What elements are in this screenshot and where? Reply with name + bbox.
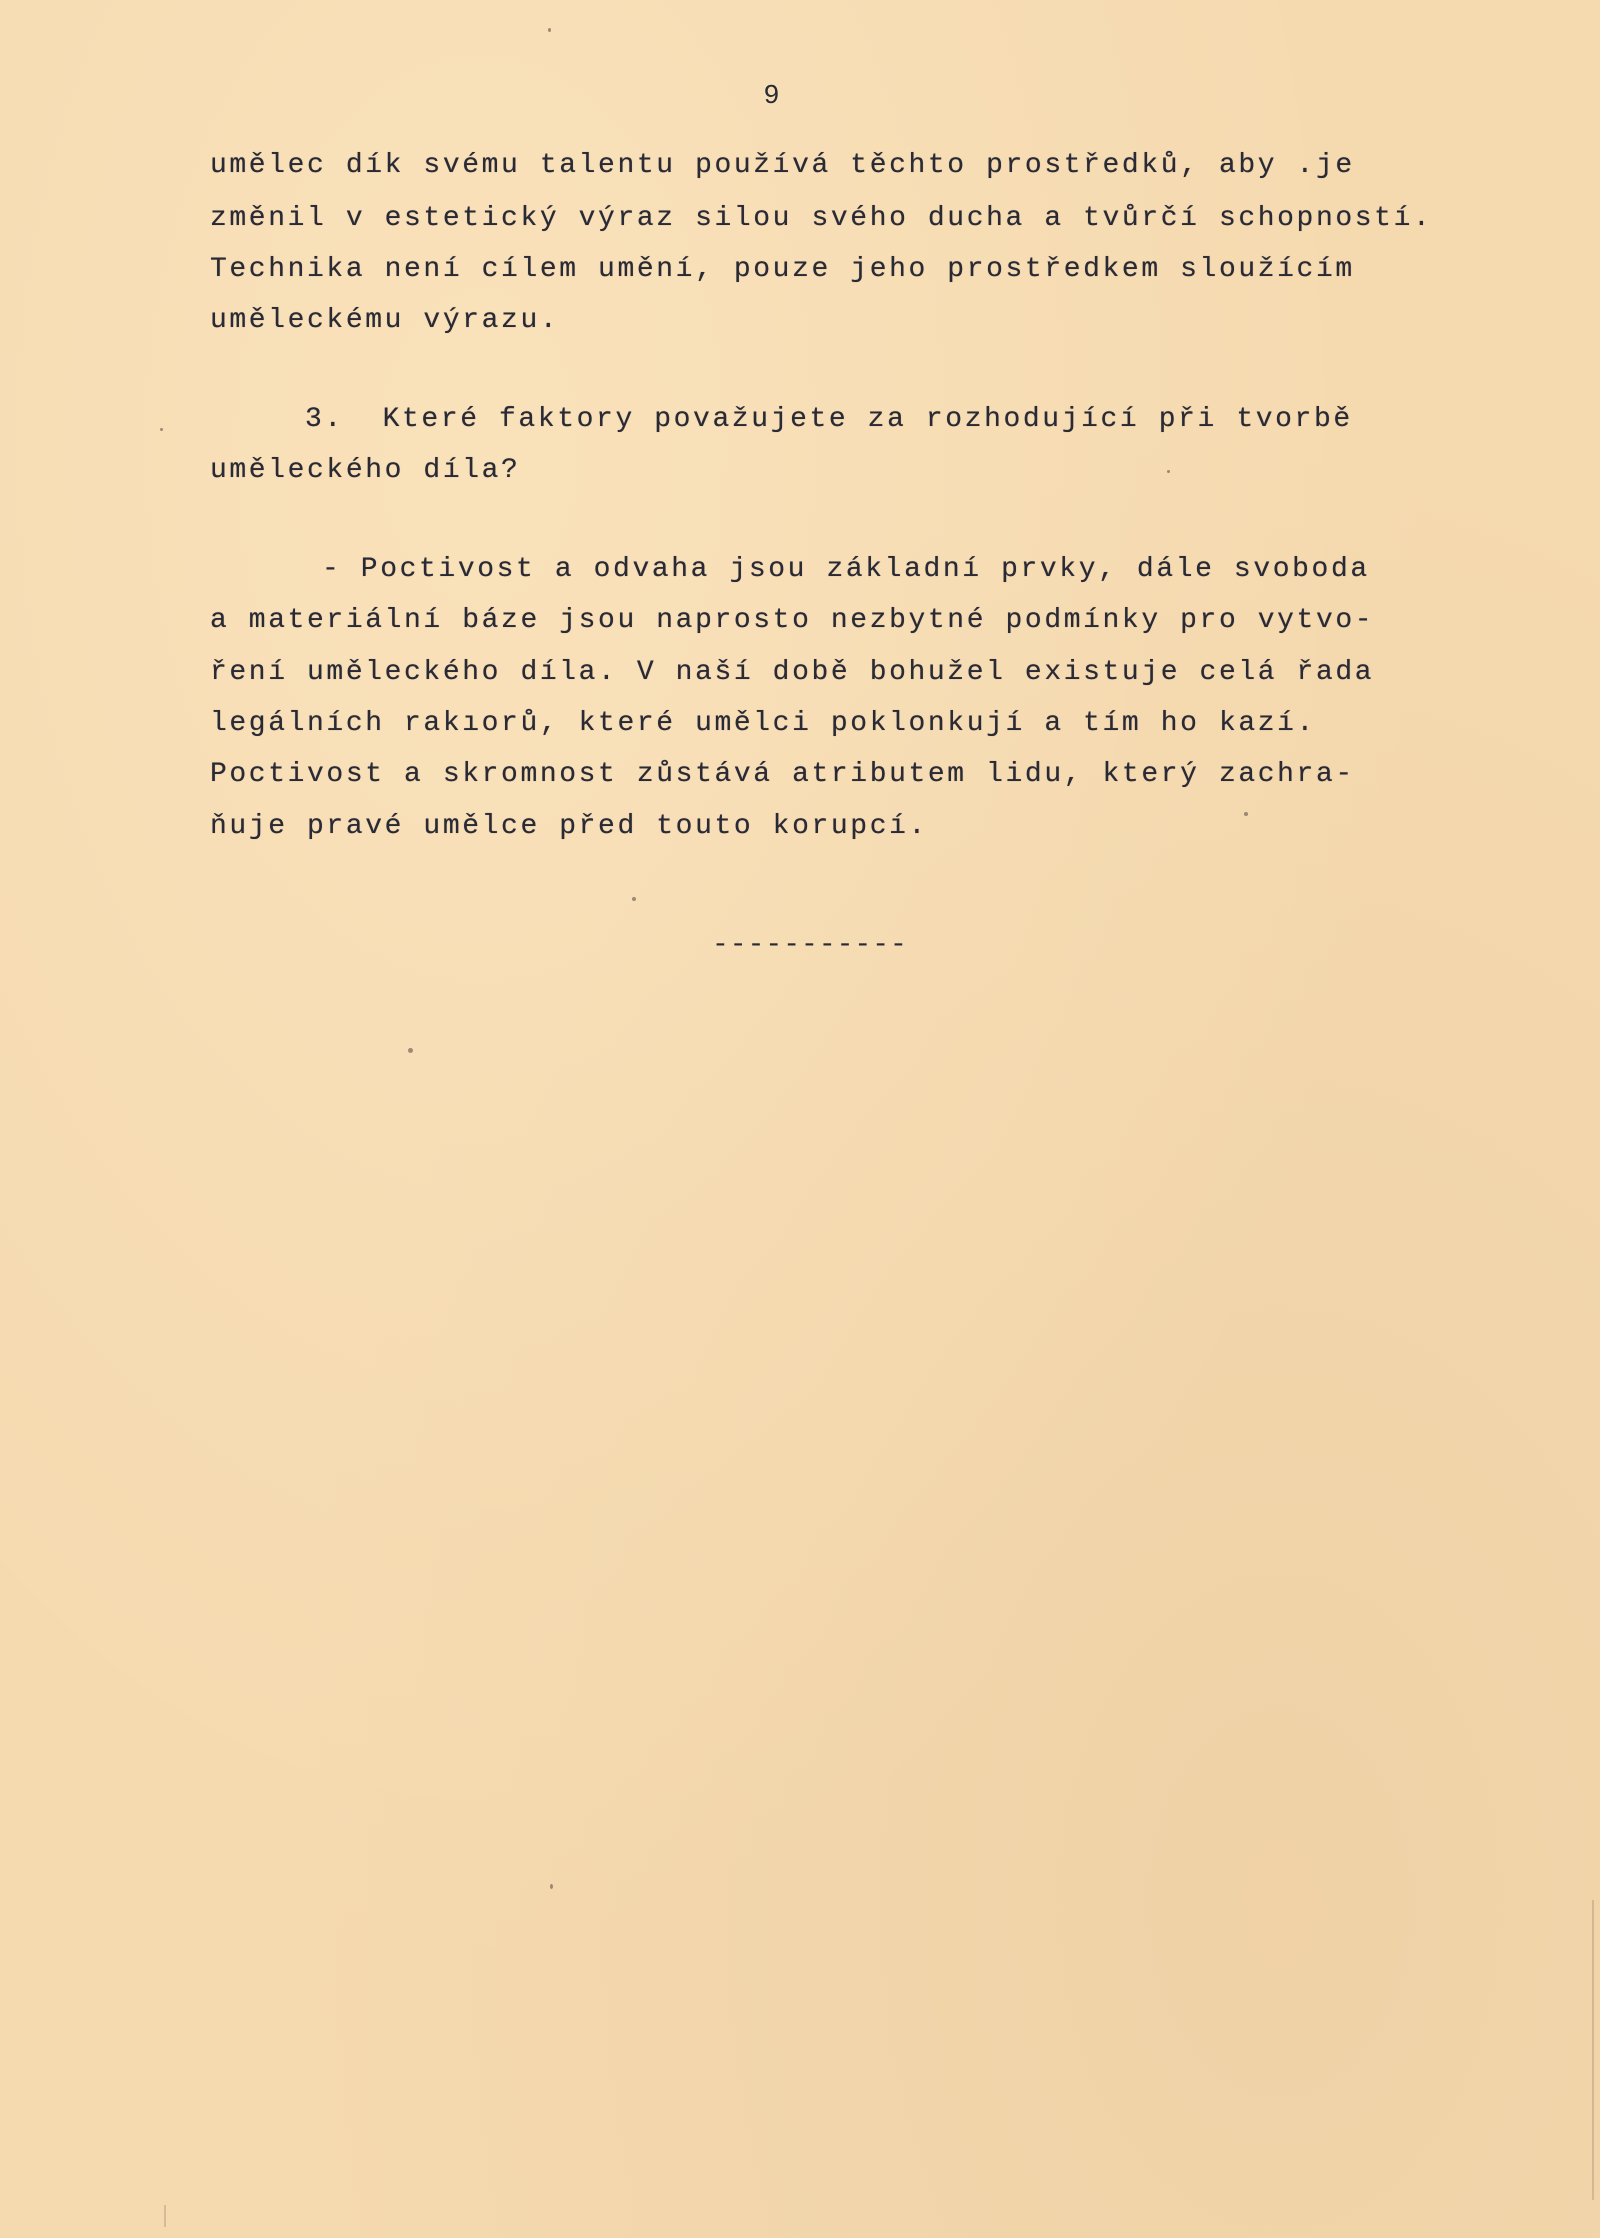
paper-edge-mark — [164, 2205, 166, 2227]
paper-speck — [1167, 470, 1170, 473]
text-line: umělec dík svému talentu používá těchto prostředků, aby .je — [210, 150, 1355, 181]
question-line: 3. Které faktory považujete za rozhodující při tvorbě — [305, 404, 1353, 435]
answer-line: ňuje pravé umělce před touto korupcí. — [210, 811, 928, 842]
answer-line: - Poctivost a odvaha jsou základní prvky, dále svoboda — [322, 554, 1370, 585]
text-line: změnil v estetický výraz silou svého ducha a tvůrčí schopností. — [210, 203, 1433, 234]
answer-line: ření uměleckého díla. V naší době bohužel existuje celá řada — [210, 657, 1375, 688]
paper-speck — [548, 28, 551, 32]
paper-speck — [160, 428, 163, 431]
page-number: 9 — [763, 82, 781, 112]
answer-line: a materiální báze jsou naprosto nezbytné podmínky pro vytvo- — [210, 605, 1375, 636]
answer-line: legálních rakıorů, které umělci poklonkují a tím ho kazí. — [210, 708, 1316, 739]
paper-edge-mark — [1592, 1900, 1594, 2200]
answer-line: Poctivost a skromnost zůstává atributem lidu, který zachra- — [210, 759, 1355, 790]
section-divider: ----------- — [712, 930, 908, 961]
question-line: uměleckého díla? — [210, 455, 521, 486]
text-line: Technika není cílem umění, pouze jeho prostředkem sloužícím — [210, 254, 1355, 285]
text-line: uměleckému výrazu. — [210, 305, 560, 336]
paper-speck — [550, 1884, 553, 1889]
paper-speck — [408, 1048, 413, 1053]
paper-speck — [632, 897, 636, 901]
paper-speck — [1244, 812, 1248, 816]
